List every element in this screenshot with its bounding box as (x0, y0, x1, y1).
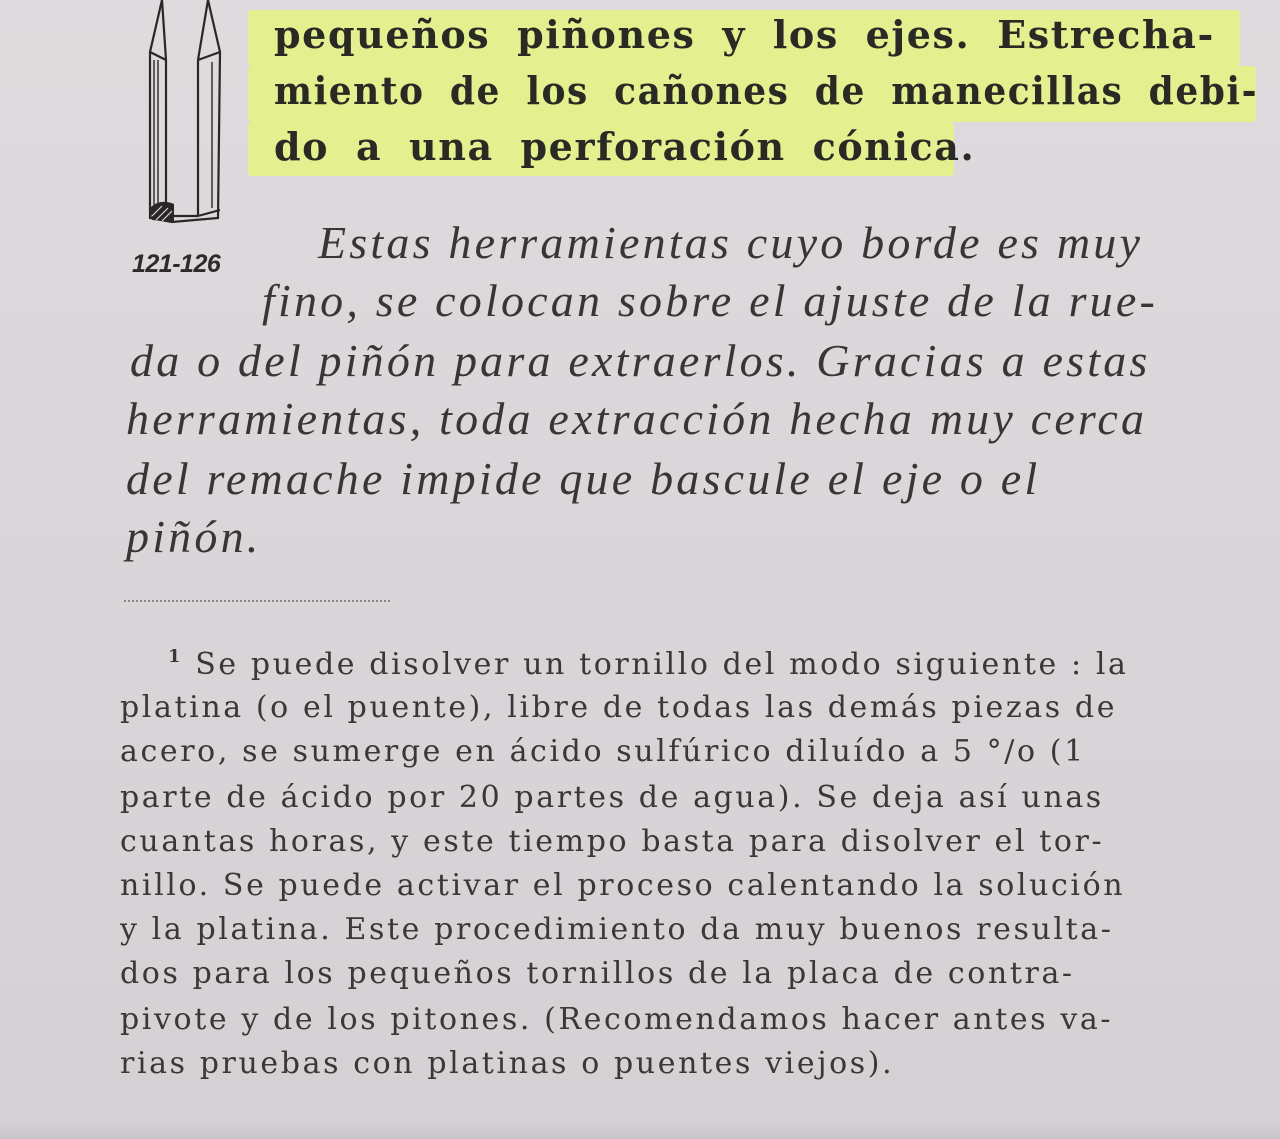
footnote-line: rias pruebas con platinas o puentes viejos). (120, 1046, 895, 1081)
italic-line: fino, se colocan sobre el ajuste de la rue- (262, 275, 1159, 326)
footnote-divider (124, 600, 390, 602)
highlighted-line: miento de los cañones de manecillas debi- (274, 68, 1259, 113)
footnote-line: platina (o el puente), libre de todas las demás piezas de (120, 690, 1118, 725)
footnote-marker: 1 (168, 646, 184, 667)
footnote-line: nillo. Se puede activar el proceso calentando la solución (120, 868, 1126, 903)
footnote-line: cuantas horas, y este tiempo basta para disolver el tor- (120, 824, 1105, 859)
italic-line: Estas herramientas cuyo borde es muy (318, 217, 1144, 268)
extraction-tool-illustration (140, 0, 240, 230)
footnote-text: Se puede disolver un tornillo del modo siguiente : la (195, 647, 1129, 682)
italic-line: herramientas, toda extracción hecha muy cerca (126, 393, 1148, 444)
figure-label: 121-126 (132, 250, 221, 278)
footnote-line: dos para los pequeños tornillos de la placa de contra- (120, 956, 1075, 991)
tool-icon (150, 0, 220, 222)
highlighted-line: pequeños piñones y los ejes. Estrecha- (274, 12, 1215, 57)
footnote-line: acero, se sumerge en ácido sulfúrico diluído a 5 °/o (1 (120, 734, 1086, 769)
italic-line: del remache impide que bascule el eje o el (126, 453, 1041, 504)
footnote-line: parte de ácido por 20 partes de agua). Se deja así unas (120, 780, 1104, 815)
footnote-line: pivote y de los pitones. (Recomendamos hacer antes va- (120, 1002, 1114, 1037)
footnote-line (168, 646, 1129, 682)
italic-line: da o del piñón para extraerlos. Gracias a estas (130, 335, 1151, 386)
footnote-line: y la platina. Este procedimiento da muy buenos resulta- (120, 912, 1114, 947)
italic-line: piñón. (126, 511, 262, 562)
highlighted-line: do a una perforación cónica. (274, 124, 976, 169)
